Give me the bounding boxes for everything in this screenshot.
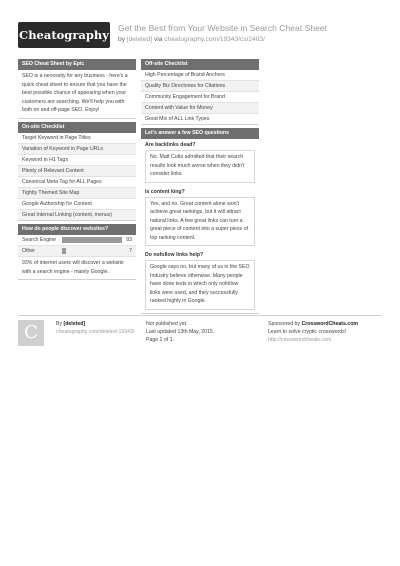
list-item: Keyword in H1 Tags [18,155,136,166]
list-item: Variation of Keyword in Page URLs [18,144,136,155]
sheet-url-link[interactable]: cheatography.com/19343/cs/2403/ [164,36,265,43]
list-item: Good Mix of ALL Link Types [145,116,210,123]
seo-questions-box [141,128,259,314]
page-title: Get the Best from Your Website in Search Cheat Sheet [118,23,328,33]
answer-text: Yes, and no. Great content alone won't achieve great rankings, but it will attract natural links. A few great links can turn a great piece of content into a super piece of top ranking content. [145,197,255,247]
offsite-checklist-title: Off-site Checklist [141,59,259,70]
list-item: Quality Biz Directories for Citations [141,81,259,92]
last-updated: Last updated 13th May, 2015. [146,329,215,336]
seo-intro-text: SEO is a necessity for any business - here's a quick cheat sheet to ensure that you have the best possible chance of appearing when your customers are searching. We'll help you with both on and off-page SEO. Enjoy! [22,73,128,113]
onsite-checklist [18,122,136,222]
seo-questions-title: Let's answer a few SEO questions [141,128,259,139]
list-item: Content with Value for Money [141,103,259,114]
sponsor-url[interactable]: http://crosswordcheats.com [268,337,332,344]
list-item: Canonical Meta Tag for ALL Pages [18,177,136,188]
byline [118,36,265,43]
discover-box-title: How do people discover websites? [18,224,136,235]
author-link[interactable]: [deleted] [126,36,153,43]
onsite-checklist-title: On-site Checklist [18,122,136,133]
middle-column [141,59,259,317]
page-header [18,22,382,50]
question-heading: Are backlinks dead? [145,142,196,149]
author-avatar[interactable]: C [18,320,44,346]
cheatography-logo[interactable]: Cheatography [18,22,110,48]
page-count: Page 1 of 1. [146,337,174,344]
via-label: via [153,36,163,43]
seo-box-title: SEO Cheat Sheet by Epic [18,59,136,70]
list-item: Tightly Themed Site Map [18,188,136,199]
bar-track [62,237,126,243]
question-heading: Do nofollow links help? [145,252,204,259]
answer-text: No. Matt Cutts admitted that their search results look much worse when they didn't consider links. [145,150,255,183]
bar-fill [62,237,122,243]
list-item: Target Keyword in Page Titles [18,133,136,144]
bar-label: Search Engine [22,237,57,244]
bar-value: 7 [129,248,132,255]
footer-author [56,320,152,336]
question-heading: Is content king? [145,188,185,195]
footer-by-label: By [56,321,63,327]
bar-value: 93 [126,237,132,244]
bar-row-other [18,246,136,257]
publish-status: Not published yet. [146,321,188,327]
bar-track [62,248,126,254]
footer-author-link[interactable]: [deleted] [63,321,86,327]
list-item: Great Internal Linking (content, menus) [18,210,136,220]
offsite-checklist [141,59,259,125]
page-footer [18,315,382,344]
footer-author-url[interactable]: cheatography.com/deleted-19343/ [56,329,135,336]
sponsor-text: Learn to solve cryptic crosswords! [268,329,347,336]
sponsor-link[interactable]: CrosswordCheats.com [301,321,358,327]
discover-note: 93% of internet users will discover a website with a search engine - mainly Google. [22,260,124,275]
by-label: by [118,36,125,43]
bar-label: Other [22,248,35,255]
seo-box [18,59,136,119]
discover-box [18,224,136,280]
list-item: High Percentage of Brand Anchors [141,70,259,81]
sponsor-prefix: Sponsored by [268,321,301,327]
footer-sponsor [268,320,382,345]
bar-row-search-engine [18,235,136,246]
footer-status [146,320,266,345]
list-item: Community Engagement for Brand [141,92,259,103]
left-column [18,59,136,283]
list-item: Google Authorship for Content [18,199,136,210]
bar-fill [62,248,66,254]
list-item: Plenty of Relevant Content [18,166,136,177]
answer-text: Google says no, but many of us in the SEO Industry believe otherwise. Many people have done tests in which only nofollow links were used, and they successfully ranked highly in Google. [145,260,255,310]
